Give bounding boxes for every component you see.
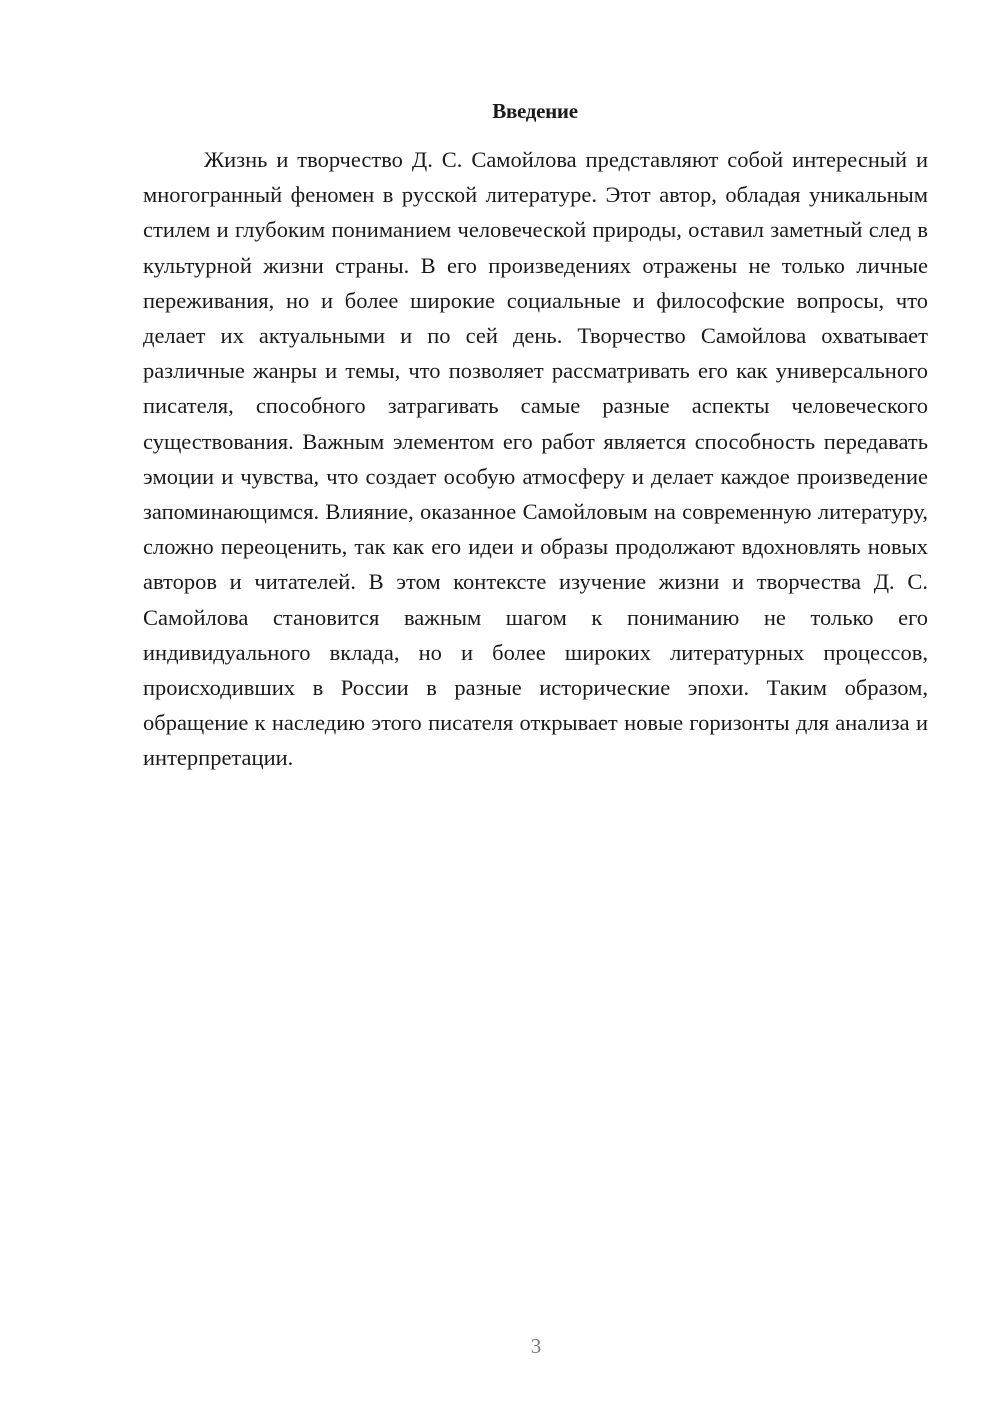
page-number: 3 xyxy=(530,1334,542,1358)
section-heading: Введение xyxy=(492,99,578,123)
body-paragraph: Жизнь и творчество Д. С. Самойлова представляют собой интересный и многогранный феномен в русской литературе. Этот автор, обладая уникальным стилем и глубоким пониманием человеческой природы, оставил заметный след в культурной жизни страны. В его произведениях отражены не только личные переживания, но и более широкие социальные и философские вопросы, что делает их актуальными и по сей день. Творчество Самойлова охватывает различные жанры и темы, что позволяет рассматривать его как универсального писателя, способного затрагивать самые разные аспекты человеческого существования. Важным элементом его работ является способность передавать эмоции и чувства, что создает особую атмосферу и делает каждое произведение запоминающимся. Влияние, оказанное Самойловым на современную литературу, сложно переоценить, так как его идеи и образы продолжают вдохновлять новых авторов и читателей. В этом контексте изучение жизни и творчества Д. С. Самойлова становится важным шагом к пониманию не только его индивидуального вклада, но и более широких литературных процессов, происходивших в России в разные исторические эпохи. Таким образом, обращение к наследию этого писателя открывает новые горизонты для анализа и интерпретации. xyxy=(143,147,928,771)
